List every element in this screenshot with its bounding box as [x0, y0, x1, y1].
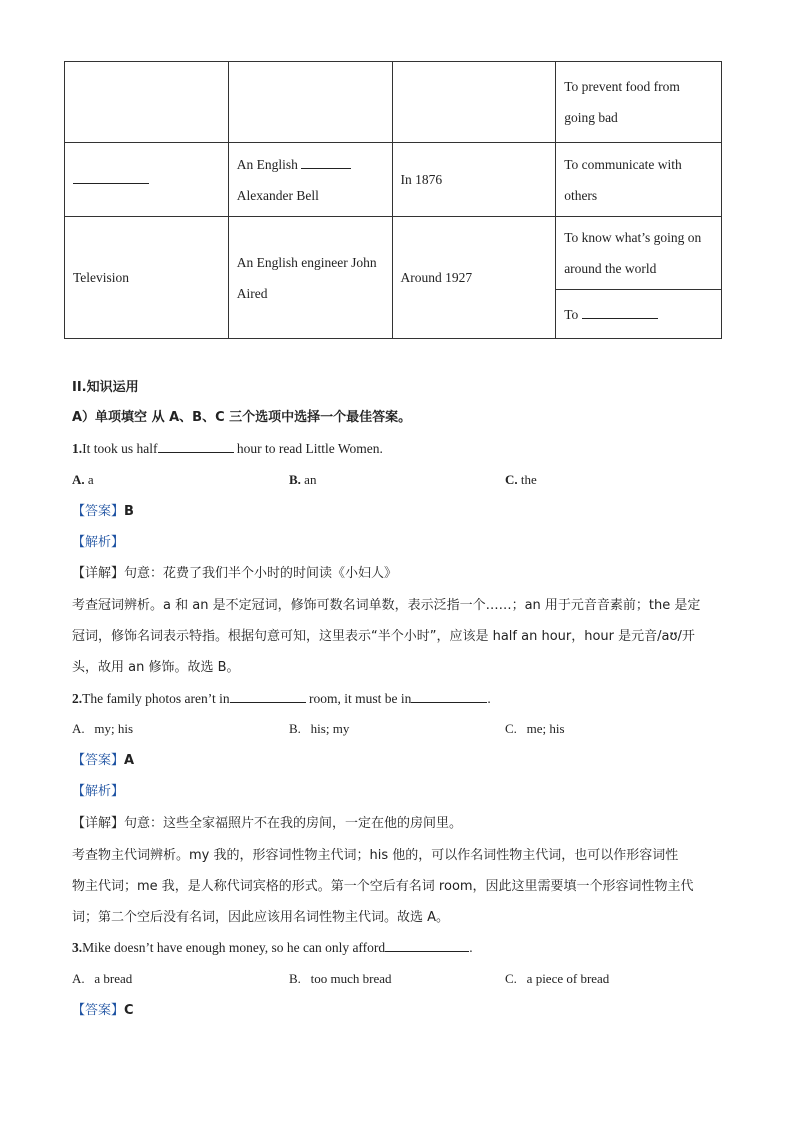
option-text: too much bread — [310, 971, 392, 986]
cell-text: To prevent food from — [564, 79, 680, 94]
option-text: a — [87, 472, 94, 487]
cell-text: An English engineer John — [236, 254, 377, 270]
option-label: C. — [505, 721, 517, 736]
option-label: B. — [289, 971, 301, 986]
answer-blank — [582, 304, 658, 319]
explanation — [72, 840, 722, 933]
question-1 — [72, 439, 383, 459]
table-cell: Around 1927 — [392, 217, 556, 339]
option-a — [72, 721, 133, 737]
answer-blank — [301, 154, 351, 169]
option-label: B. — [289, 472, 301, 487]
option-label: C. — [505, 971, 517, 986]
section-subtitle: A）单项填空 从 A、B、C 三个选项中选择一个最佳答案。 — [72, 410, 412, 425]
analysis-tag: 【解析】 — [72, 784, 125, 799]
option-b — [289, 472, 316, 488]
explanation-line: 物主代词；me 我，是人称代词宾格的形式。第一个空后有名词 room，因此这里需要填一个形容词性物主代 — [72, 879, 694, 894]
answer-tag: 【答案】 — [72, 504, 125, 519]
answer-line — [72, 751, 134, 771]
answer-line — [72, 1001, 134, 1021]
option-label: A. — [72, 472, 85, 487]
section-title: II.知识运用 — [72, 380, 139, 395]
answer-blank — [230, 689, 306, 703]
cell-text: An English — [236, 156, 298, 172]
answer-tag: 【答案】 — [72, 1003, 125, 1018]
option-text: me; his — [526, 721, 565, 736]
answer-blank — [411, 689, 487, 703]
answer-tag: 【答案】 — [72, 753, 125, 768]
table-cell: In 1876 — [392, 143, 556, 217]
cell-text: To know what’s going on — [564, 230, 702, 245]
option-b — [289, 721, 349, 737]
cell-text: To communicate with — [564, 156, 682, 172]
question-number: 1. — [72, 441, 83, 456]
cell-text: To — [564, 306, 579, 322]
question-3 — [72, 938, 473, 958]
explanation-line: 词；第二个空后没有名词，因此应该用名词性物主代词。故选 A。 — [72, 910, 450, 925]
option-text: the — [520, 472, 537, 487]
table-row — [65, 217, 722, 290]
table-cell — [65, 143, 229, 217]
table-cell — [556, 290, 722, 339]
option-text: his; my — [310, 721, 350, 736]
option-c — [505, 721, 565, 737]
question-stem: . — [487, 691, 491, 706]
explanation-line: 考查物主代词辨析。my 我的，形容词性物主代词；his 他的，可以作名词性物主代词，也可以作形容词性 — [72, 848, 679, 863]
analysis-tag: 【解析】 — [72, 535, 125, 550]
option-text: my; his — [94, 721, 134, 736]
inventions-table — [64, 61, 722, 339]
option-label: B. — [289, 721, 301, 736]
option-label: A. — [72, 721, 85, 736]
table-cell — [65, 62, 229, 143]
option-b — [289, 971, 392, 987]
option-text: an — [304, 472, 317, 487]
table-row — [65, 62, 722, 143]
table-cell — [228, 217, 392, 339]
detail-text: 句意：这些全家福照片不在我的房间，一定在他的房间里。 — [124, 816, 463, 831]
question-stem: . — [469, 940, 473, 955]
detail-tag: 【详解】 — [72, 566, 125, 581]
detail-tag: 【详解】 — [72, 816, 125, 831]
explanation-line: 冠词，修饰名词表示特指。根据句意可知，这里表示“半个小时”，应该是 half an hour，hour 是元音/aʊ/开 — [72, 629, 695, 644]
question-stem: room, it must be in — [308, 691, 412, 706]
detail-line — [72, 814, 462, 834]
table-cell: Television — [65, 217, 229, 339]
question-stem: The family photos aren’t in — [82, 691, 230, 706]
cell-text: going bad — [564, 110, 618, 125]
cell-text: Alexander Bell — [236, 187, 319, 203]
table-cell — [556, 143, 722, 217]
question-number: 2. — [72, 691, 83, 706]
detail-text: 句意：花费了我们半个小时的时间读《小妇人》 — [124, 566, 398, 581]
option-label: A. — [72, 971, 85, 986]
explanation-line: 头，故用 an 修饰。故选 B。 — [72, 660, 240, 675]
explanation — [72, 590, 722, 683]
cell-text: Aired — [236, 285, 268, 301]
table-cell — [228, 62, 392, 143]
answer-blank — [73, 169, 149, 184]
question-number: 3. — [72, 940, 83, 955]
option-c — [505, 971, 609, 987]
option-c — [505, 472, 537, 488]
answer-value: B — [124, 504, 134, 519]
table-row — [65, 143, 722, 217]
table-cell — [228, 143, 392, 217]
option-a — [72, 472, 94, 488]
answer-value: C — [124, 1003, 134, 1018]
option-text: a piece of bread — [526, 971, 610, 986]
table-cell — [392, 62, 556, 143]
question-2 — [72, 689, 491, 709]
explanation-line: 考查冠词辨析。a 和 an 是不定冠词，修饰可数名词单数，表示泛指一个……；an 用于元音音素前；the 是定 — [72, 598, 701, 613]
cell-text: others — [564, 187, 598, 203]
option-a — [72, 971, 132, 987]
option-label: C. — [505, 472, 518, 487]
question-stem: It took us half — [82, 441, 158, 456]
answer-blank — [385, 938, 469, 952]
question-stem: Mike doesn’t have enough money, so he can only afford — [82, 940, 386, 955]
table-cell — [556, 62, 722, 143]
cell-text: around the world — [564, 261, 657, 276]
answer-blank — [158, 439, 234, 453]
answer-value: A — [124, 753, 135, 768]
answer-line — [72, 502, 134, 522]
table-cell — [556, 217, 722, 290]
detail-line — [72, 564, 397, 584]
option-text: a bread — [94, 971, 133, 986]
question-stem: hour to read Little Women. — [236, 441, 383, 456]
